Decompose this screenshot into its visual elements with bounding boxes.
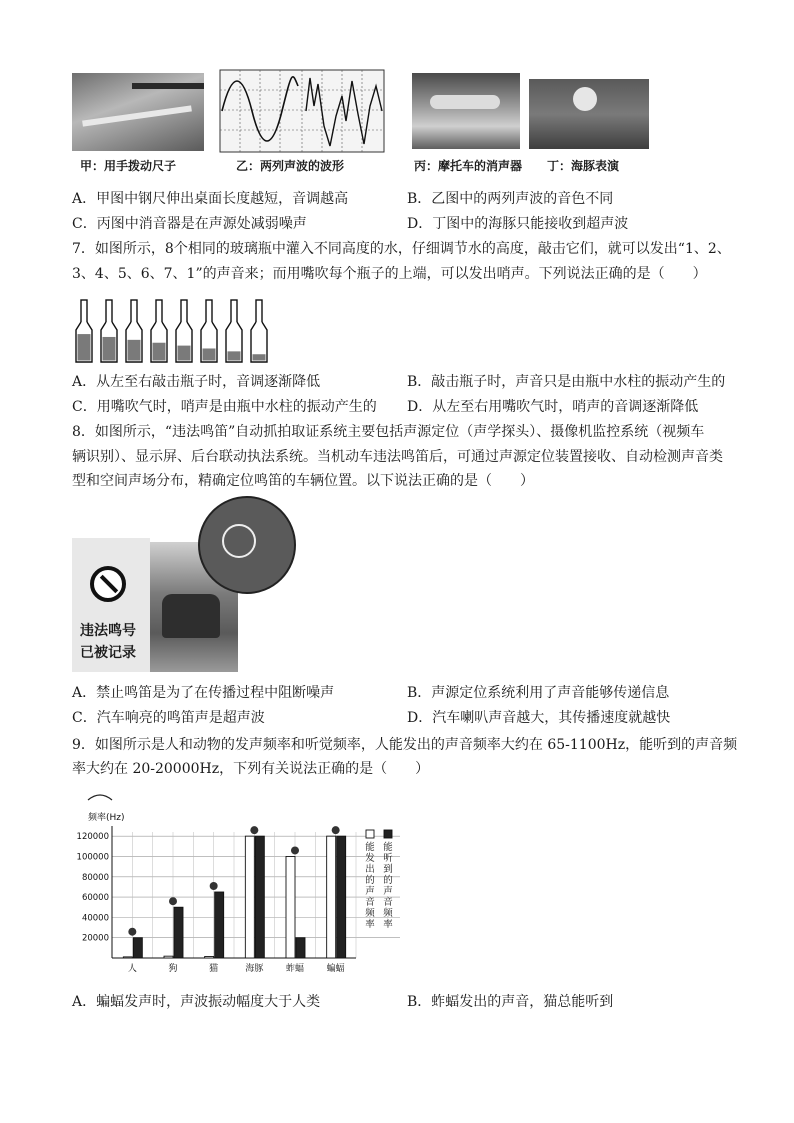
water-column [253,354,266,360]
q7-option-b: B．敲击瓶子时，声音只是由瓶中水柱的振动产生的 [407,374,726,390]
y-tick-label: 120000 [76,832,109,843]
bottles-figure [72,298,278,364]
waveform-figure [218,66,386,156]
bar-hear [296,938,305,958]
no-honk-icon [90,566,126,602]
animal-icon [128,928,136,936]
glass-bottle [151,300,167,362]
q8-option-b: B．声源定位系统利用了声音能够传递信息 [407,685,670,701]
bar-hear [337,836,346,958]
animal-icon [210,882,218,890]
crosshair-icon [222,524,256,558]
legend-swatch [384,830,392,838]
animal-icon [291,846,299,854]
q6-option-d: D．丁图中的海豚只能接收到超声波 [407,216,629,232]
caption-bing: 丙：摩托车的消声器 [414,159,523,173]
y-tick-label: 100000 [76,852,109,863]
ruler-photo [72,73,204,151]
caption-yi: 乙：两列声波的波形 [236,159,345,173]
water-column [78,334,91,360]
honk-capture-figure [72,496,296,672]
y-tick-label: 40000 [81,913,109,924]
q8-option-a: A．禁止鸣笛是为了在传播过程中阻断噪声 [72,685,335,701]
motorcycle-muffler-photo [412,73,520,149]
legend-label: 能发出的声音频率 [365,842,375,930]
x-tick-label: 海豚 [245,964,264,974]
q8-option-c: C．汽车响亮的鸣笛声是超声波 [72,710,265,726]
bar-emit [205,956,214,958]
q8-stem-line2: 辆识别）、显示屏、后台联动执法系统。当机动车违法鸣笛后，可通过声源定位装置接收、自动检测声音类 [72,449,723,465]
bar-hear [174,907,183,958]
frequency-chart [68,790,404,978]
x-tick-label: 蚱蝠 [285,964,305,974]
animal-icon [332,826,340,834]
y-tick-label: 80000 [81,872,109,883]
bar-hear [215,892,224,958]
animal-icon [169,897,177,905]
y-axis-label: 频率(Hz) [88,813,125,823]
q7-option-c: C．用嘴吹气时，哨声是由瓶中水柱的振动产生的 [72,399,377,415]
y-tick-label: 60000 [81,893,109,904]
q9-stem-line2: 率大约在 20-20000Hz，下列有关说法正确的是（ ） [72,761,430,777]
q6-option-b: B．乙图中的两列声波的音色不同 [407,191,614,207]
bar-emit [164,956,173,958]
water-column [228,351,241,360]
x-tick-label: 狗 [168,964,178,974]
bar-emit [123,957,132,958]
ruler-shape [82,105,192,126]
q8-stem-line1: 8．如图所示，“违法鸣笛”自动抓拍取证系统主要包括声源定位（声学探头）、摄像机监控系统（视频车 [72,424,705,440]
bar-emit [245,836,254,958]
water-column [178,346,191,361]
sign-text-line2: 已被记录 [80,645,136,661]
water-column [103,337,116,361]
car-shape [162,594,220,638]
glass-bottle [76,300,92,362]
q7-option-a: A．从左至右敲击瓶子时，音调逐渐降低 [72,374,321,390]
q9-stem-line1: 9．如图所示是人和动物的发声频率和听觉频率，人能发出的声音频率大约在 65-1100Hz，能听到的声音频 [72,737,738,753]
bar-hear [133,938,142,958]
water-column [128,340,141,361]
animal-icon [250,826,258,834]
bar-hear [255,836,264,958]
chart-decoration-arc [88,795,112,800]
water-column [203,348,216,360]
q9-option-a: A．蝙蝠发声时，声波振动幅度大于人类 [72,994,321,1010]
target-circle [198,496,296,594]
dolphin-show-photo [529,79,649,149]
glass-bottle [101,300,117,362]
glass-bottle [226,300,242,362]
q7-stem-line2: 3、4、5、6、7、1”的声音来；而用嘴吹每个瓶子的上端，可以发出哨声。下列说法正确的是（ ） [72,266,707,282]
ball-shape [573,87,597,111]
muffler-shape [430,95,500,109]
glass-bottle [251,300,267,362]
caption-ding: 丁：海豚表演 [547,159,620,173]
bar-emit [327,836,336,958]
desk-edge [132,83,204,89]
y-tick-label: 20000 [81,933,109,944]
water-column [153,343,166,361]
legend-label: 能听到的声音频率 [383,842,393,930]
q7-stem-line1: 7．如图所示，8个相同的玻璃瓶中灌入不同高度的水，仔细调节水的高度，敲击它们，就可以发出“1、2、 [72,241,731,257]
bar-emit [286,856,295,958]
glass-bottle [176,300,192,362]
q6-option-a: A．甲图中钢尺伸出桌面长度越短，音调越高 [72,191,349,207]
q9-option-b: B．蚱蝠发出的声音，猫总能听到 [407,994,614,1010]
x-tick-label: 猫 [209,964,219,974]
q6-option-c: C．丙图中消音器是在声源处减弱噪声 [72,216,307,232]
x-tick-label: 人 [127,964,137,974]
legend-swatch [366,830,374,838]
q8-stem-line3: 型和空间声场分布，精确定位鸣笛的车辆位置。以下说法正确的是（ ） [72,473,534,489]
q8-option-d: D．汽车喇叭声音越大，其传播速度就越快 [407,710,671,726]
x-tick-label: 蝙蝠 [326,964,345,974]
glass-bottle [201,300,217,362]
glass-bottle [126,300,142,362]
q7-option-d: D．从左至右用嘴吹气时，哨声的音调逐渐降低 [407,399,699,415]
caption-jia: 甲：用手拨动尺子 [80,159,177,173]
sign-text-line1: 违法鸣号 [80,623,136,639]
